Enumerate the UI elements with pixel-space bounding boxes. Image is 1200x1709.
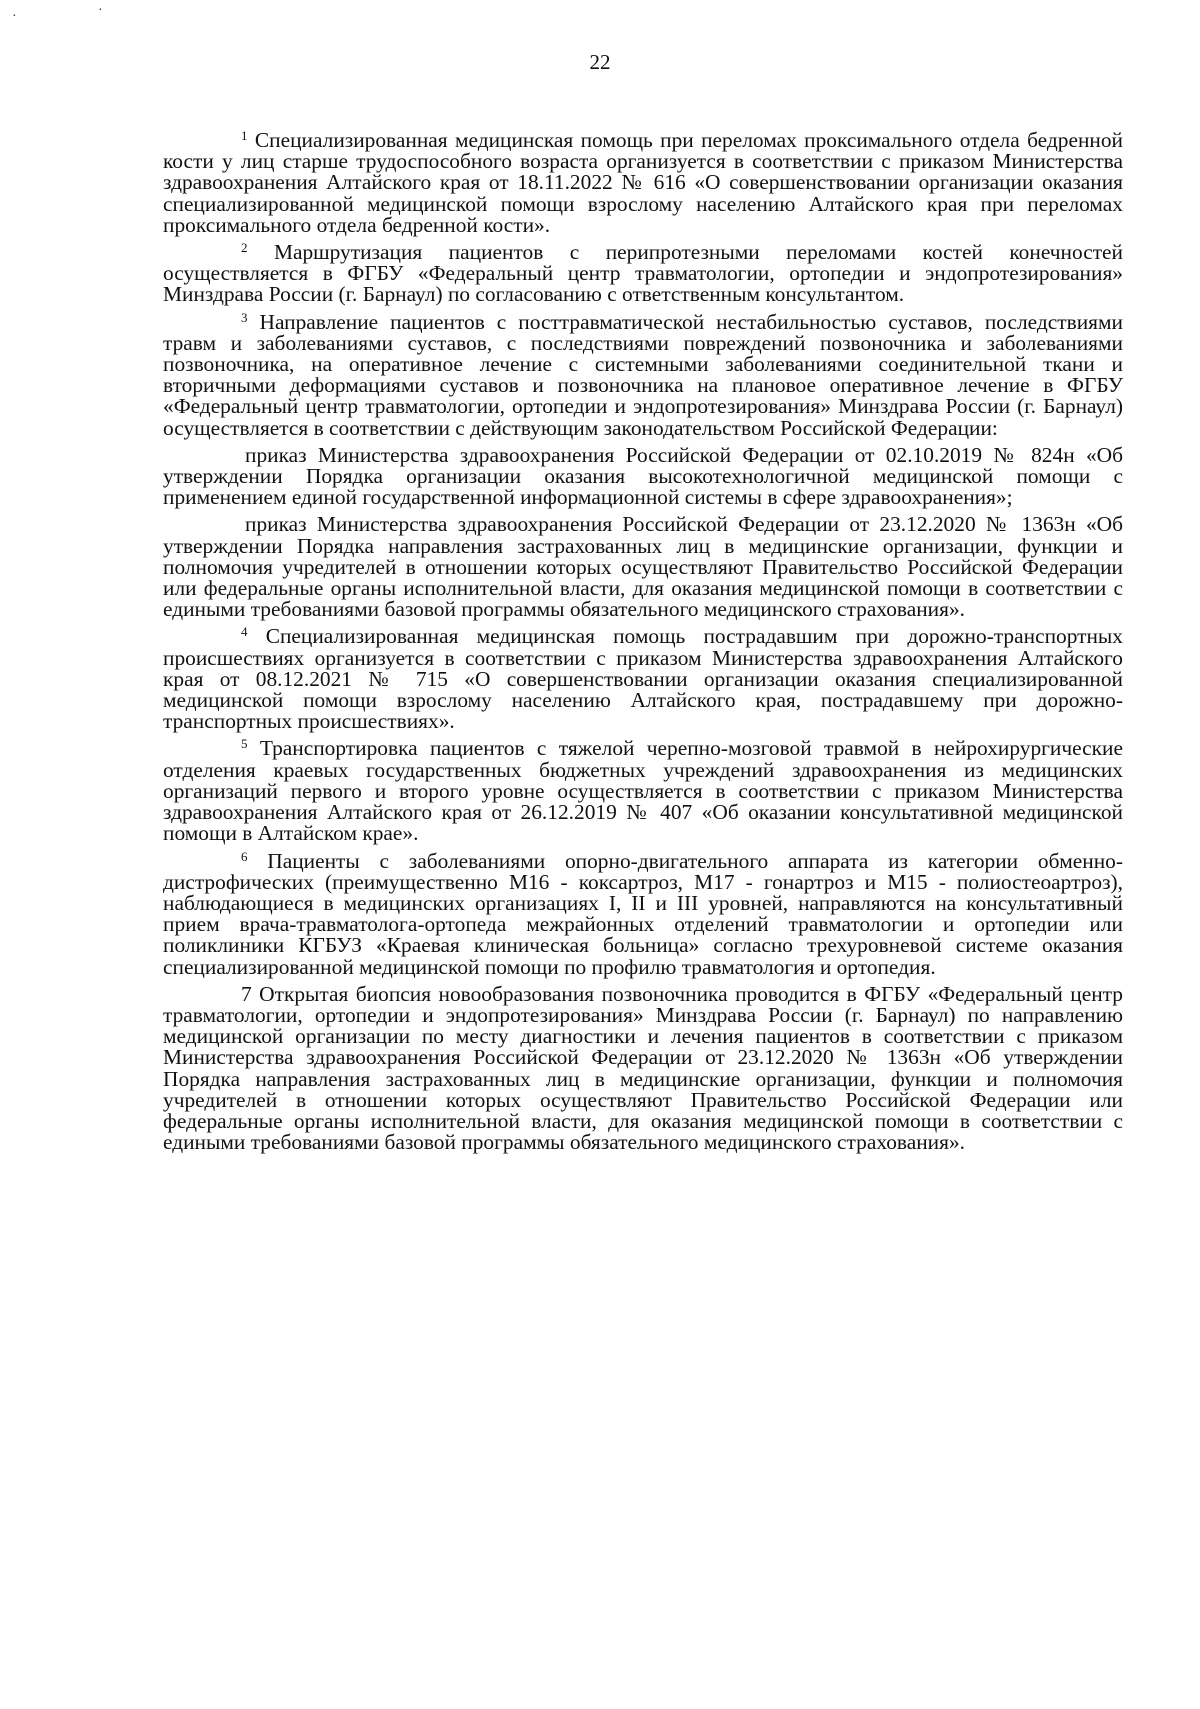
footnote-marker: 3 xyxy=(241,309,248,325)
footnote-1 xyxy=(163,130,1123,236)
footnote-marker: 7 xyxy=(241,981,252,1006)
footnote-text: Направление пациентов с посттравматической нестабильностью суставов, последствиями травм и заболеваниями суставов, с последствиями повреждений позвоночника и заболеваниями позвоночника, на оперативное лечение с системными заболеваниями соединительной ткани и вторичными деформациями суставов и позвоночника на плановое оперативное лечение в ФГБУ «Федеральный центр травматологии, ортопедии и эндопротезирования» Минздрава России (г. Барнаул) осуществляется в соответствии с действующим законодательством Российской Федерации: xyxy=(163,309,1123,440)
footnote-text: Пациенты с заболеваниями опорно-двигательного аппарата из категории обменно-дистрофических (преимущественно М16 - коксартроз, М17 - гонартроз и М15 - полиостеоартроз), наблюдающиеся в медицинских организациях I, II и III уровней, направляются на консультативный прием врача-травматолога-ортопеда межрайонных отделений травматологии и ортопедии или поликлиники КГБУЗ «Краевая клиническая больница» согласно трехуровневой системе оказания специализированной медицинской помощи по профилю травматология и ортопедия. xyxy=(163,848,1123,979)
footnote-text: Специализированная медицинская помощь пострадавшим при дорожно-транспортных происшествиях организуется в соответствии с приказом Министерства здравоохранения Алтайского края от 08.12.2021 № 715 «О совершенствовании организации оказания специализированной медицинской помощи взрослому населению Алтайского края, пострадавшему при дорожно-транспортных происшествиях». xyxy=(163,624,1123,734)
footnote-4 xyxy=(163,626,1123,732)
footnote-marker: 6 xyxy=(241,848,248,864)
footnote-marker: 5 xyxy=(241,736,248,752)
footnote-text: Транспортировка пациентов с тяжелой черепно-мозговой травмой в нейрохирургические отделения краевых государственных бюджетных учреждений здравоохранения из медицинских организаций первого и второго уровне осуществляется в соответствии с приказом Министерства здравоохранения Алтайского края от 26.12.2019 № 407 «Об оказании консультативной медицинской помощи в Алтайском крае». xyxy=(163,736,1123,846)
footnotes-block xyxy=(163,130,1123,1153)
scan-speck: · xyxy=(98,3,103,18)
footnote-text: Специализированная медицинская помощь при переломах проксимального отдела бедренной кости у лиц старше трудоспособного возраста организуется в соответствии с приказом Министерства здравоохранения Алтайского края от 18.11.2022 № 616 «О совершенствовании организации оказания специализированной медицинской помощи взрослому населению Алтайского края при переломах проксимального отдела бедренной кости». xyxy=(163,128,1123,237)
footnote-5 xyxy=(163,738,1123,844)
footnote-marker: 2 xyxy=(241,240,248,256)
legal-reference-item: приказ Министерства здравоохранения Российской Федерации от 02.10.2019 № 824н «Об утверждении Порядка организации оказания высокотехнологичной медицинской помощи с применением единой государственной информационной системы в сфере здравоохранения»; xyxy=(163,442,1123,510)
footnote-marker: 4 xyxy=(241,624,248,640)
footnote-2 xyxy=(163,242,1123,306)
footnote-3 xyxy=(163,309,1123,440)
footnote-7 xyxy=(163,981,1123,1155)
page-number: 22 xyxy=(589,50,611,74)
footnote-marker: 1 xyxy=(241,128,248,143)
footnote-text: Открытая биопсия новообразования позвоночника проводится в ФГБУ «Федеральный центр травматологии, ортопедии и эндопротезирования» Минздрава России (г. Барнаул) по направлению медицинской организации по месту диагностики и лечения пациентов в соответствии с приказом Министерства здравоохранения Российской Федерации от 23.12.2020 № 1363н «Об утверждении Порядка направления застрахованных лиц в медицинские организации, функции и полномочия учредителей в отношении которых осуществляют Правительство Российской Федерации или федеральные органы исполнительной власти, для оказания медицинской помощи в соответствии с едиными требованиями базовой программы обязательного медицинского страхования». xyxy=(163,981,1123,1155)
footnote-6 xyxy=(163,848,1123,979)
scan-speck: · xyxy=(12,9,17,24)
footnote-text: Маршрутизация пациентов с перипротезными переломами костей конечностей осуществляется в ФГБУ «Федеральный центр травматологии, ортопедии и эндопротезирования» Минздрава России (г. Барнаул) по согласованию с ответственным консультантом. xyxy=(163,240,1123,307)
legal-reference-item: приказ Министерства здравоохранения Российской Федерации от 23.12.2020 № 1363н «Об утверждении Порядка направления застрахованных лиц в медицинские организации, функции и полномочия учредителей в отношении которых осуществляют Правительство Российской Федерации или федеральные органы исполнительной власти, для оказания медицинской помощи в соответствии с едиными требованиями базовой программы обязательного медицинского страхования». xyxy=(163,512,1123,622)
